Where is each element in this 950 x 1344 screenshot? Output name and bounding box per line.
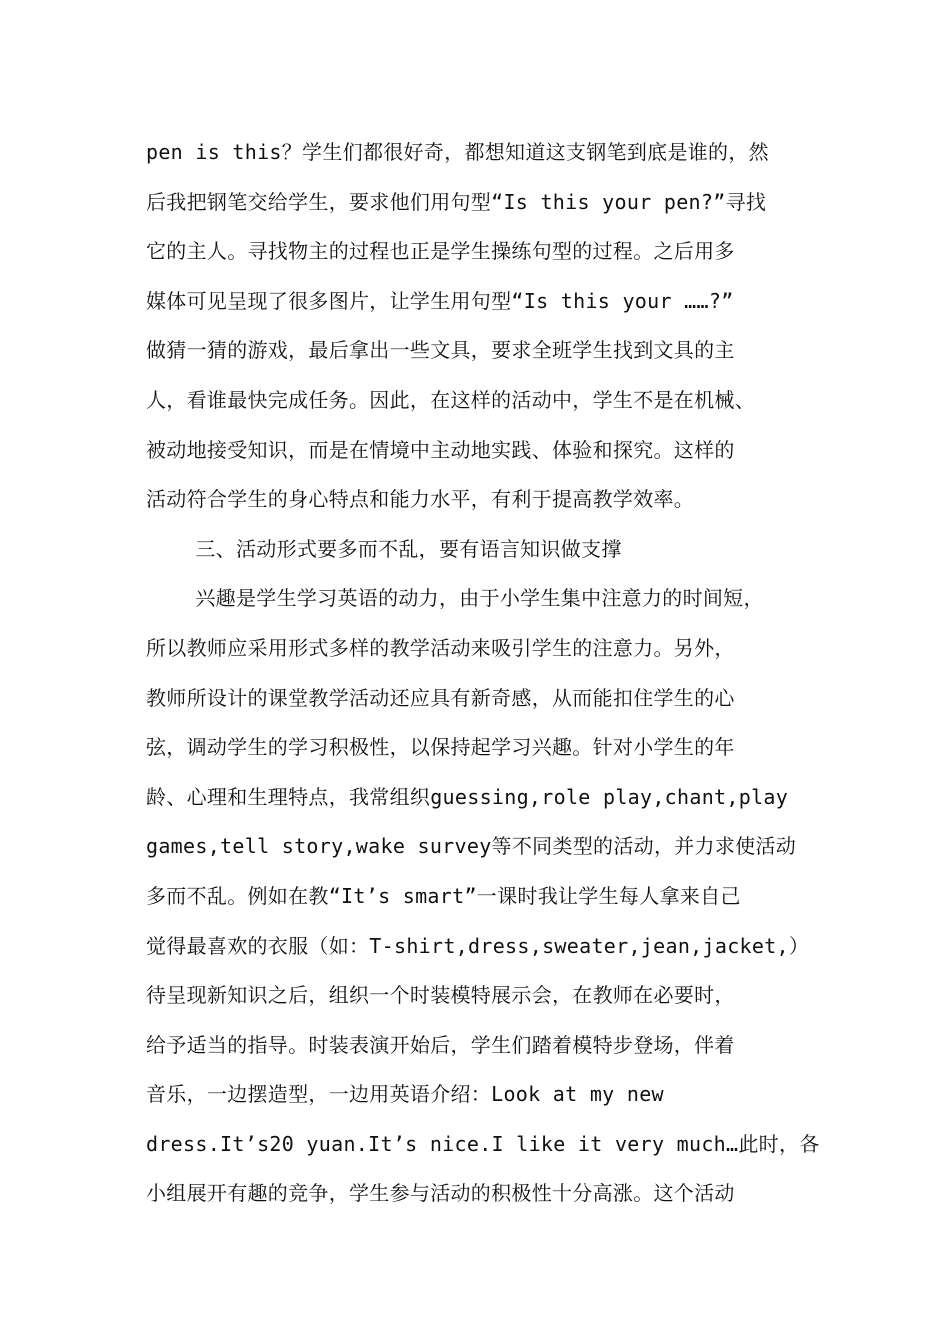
text-line: 龄、心理和生理特点，我常组织guessing,role play,chant,play — [146, 784, 789, 809]
text-line: 后我把钢笔交给学生，要求他们用句型“Is this your pen?”寻找 — [146, 189, 767, 214]
text-line: 教师所设计的课堂教学活动还应具有新奇感，从而能扣住学生的心 — [146, 685, 735, 710]
text-line: 它的主人。寻找物主的过程也正是学生操练句型的过程。之后用多 — [146, 239, 735, 264]
text-line: 所以教师应采用形式多样的教学活动来吸引学生的注意力。另外， — [146, 635, 735, 660]
section-heading: 三、活动形式要多而不乱，要有语言知识做支撑 — [146, 536, 622, 561]
text-line: 多而不乱。例如在教“It’s smart”一课时我让学生每人拿来自己 — [146, 883, 741, 908]
text-line: 人，看谁最快完成任务。因此，在这样的活动中，学生不是在机械、 — [146, 387, 755, 412]
text-line: 小组展开有趣的竞争，学生参与活动的积极性十分高涨。这个活动 — [146, 1181, 735, 1206]
text-line: games,tell story,wake survey等不同类型的活动，并力求使活动 — [146, 834, 797, 859]
text-line: 活动符合学生的身心特点和能力水平，有利于提高教学效率。 — [146, 487, 695, 512]
text-line: 兴趣是学生学习英语的动力，由于小学生集中注意力的时间短， — [146, 586, 764, 611]
text-line: 觉得最喜欢的衣服（如：T-shirt,dress,sweater,jean,jacket,） — [146, 933, 810, 958]
text-line: 弦，调动学生的学习积极性，以保持起学习兴趣。针对小学生的年 — [146, 735, 735, 760]
text-line: 音乐，一边摆造型，一边用英语介绍：Look at my new — [146, 1082, 664, 1107]
text-line: pen is this？学生们都很好奇，都想知道这支钢笔到底是谁的，然 — [146, 140, 769, 164]
body-text — [146, 132, 820, 1223]
text-line: 待呈现新知识之后，组织一个时装模特展示会，在教师在必要时， — [146, 983, 735, 1008]
text-line: dress.It’s20 yuan.It’s nice.I like it very much…此时，各 — [146, 1131, 820, 1156]
text-line: 给予适当的指导。时装表演开始后，学生们踏着模特步登场，伴着 — [146, 1032, 735, 1057]
text-line: 媒体可见呈现了很多图片，让学生用句型“Is this your ……?” — [146, 288, 734, 313]
text-line: 做猜一猜的游戏，最后拿出一些文具，要求全班学生找到文具的主 — [146, 338, 735, 363]
text-line: 被动地接受知识，而是在情境中主动地实践、体验和探究。这样的 — [146, 437, 735, 462]
